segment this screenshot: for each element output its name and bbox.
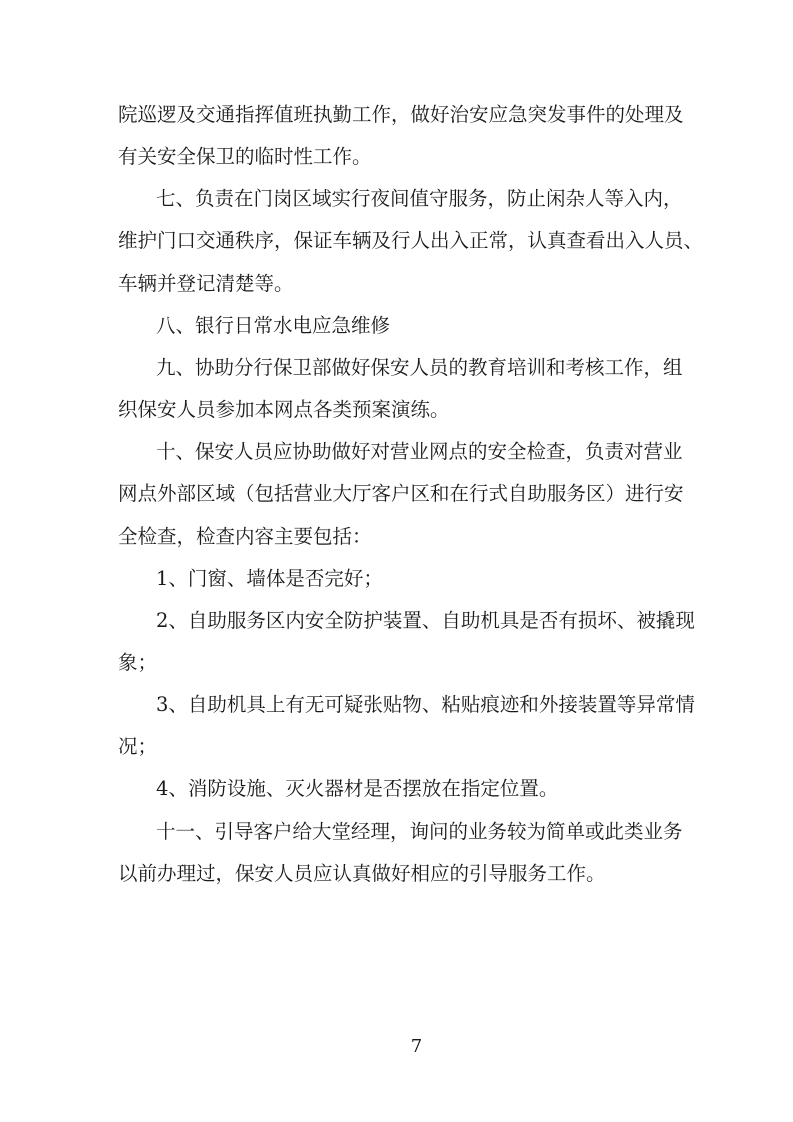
text-line: 八、银行日常水电应急维修	[156, 313, 391, 337]
text-line: 4、消防设施、灭火器材是否摆放在指定位置。	[156, 777, 559, 801]
text-line: 十、保安人员应协助做好对营业网点的安全检查，负责对营业	[156, 440, 683, 464]
text-line: 象；	[118, 650, 158, 674]
text-line: 九、协助分行保卫部做好保安人员的教育培训和考核工作，组	[156, 355, 683, 379]
text-line: 3、自助机具上有无可疑张贴物、粘贴痕迹和外接装置等异常情	[156, 693, 695, 717]
text-line: 网点外部区域（包括营业大厅客户区和在行式自助服务区）进行安	[118, 482, 684, 506]
text-line: 七、负责在门岗区域实行夜间值守服务，防止闲杂人等入内，	[156, 187, 683, 211]
text-line: 况；	[118, 735, 158, 759]
text-line: 以前办理过，保安人员应认真做好相应的引导服务工作。	[118, 861, 606, 885]
page-number: 7	[410, 1036, 423, 1057]
text-line: 维护门口交通秩序，保证车辆及行人出入正常，认真查看出入人员、	[118, 229, 704, 253]
text-line: 院巡逻及交通指挥值班执勤工作，做好治安应急突发事件的处理及	[118, 103, 684, 126]
text-line: 1、门窗、墙体是否完好；	[156, 566, 383, 590]
text-line: 织保安人员参加本网点各类预案演练。	[118, 398, 450, 422]
text-line: 有关安全保卫的临时性工作。	[118, 145, 372, 169]
text-line: 2、自助服务区内安全防护装置、自助机具是否有损坏、被撬现	[156, 608, 695, 632]
text-line: 全检查，检查内容主要包括：	[118, 524, 372, 548]
text-line: 十一、引导客户给大堂经理，询问的业务较为简单或此类业务	[156, 819, 683, 843]
text-line: 车辆并登记清楚等。	[118, 271, 294, 295]
